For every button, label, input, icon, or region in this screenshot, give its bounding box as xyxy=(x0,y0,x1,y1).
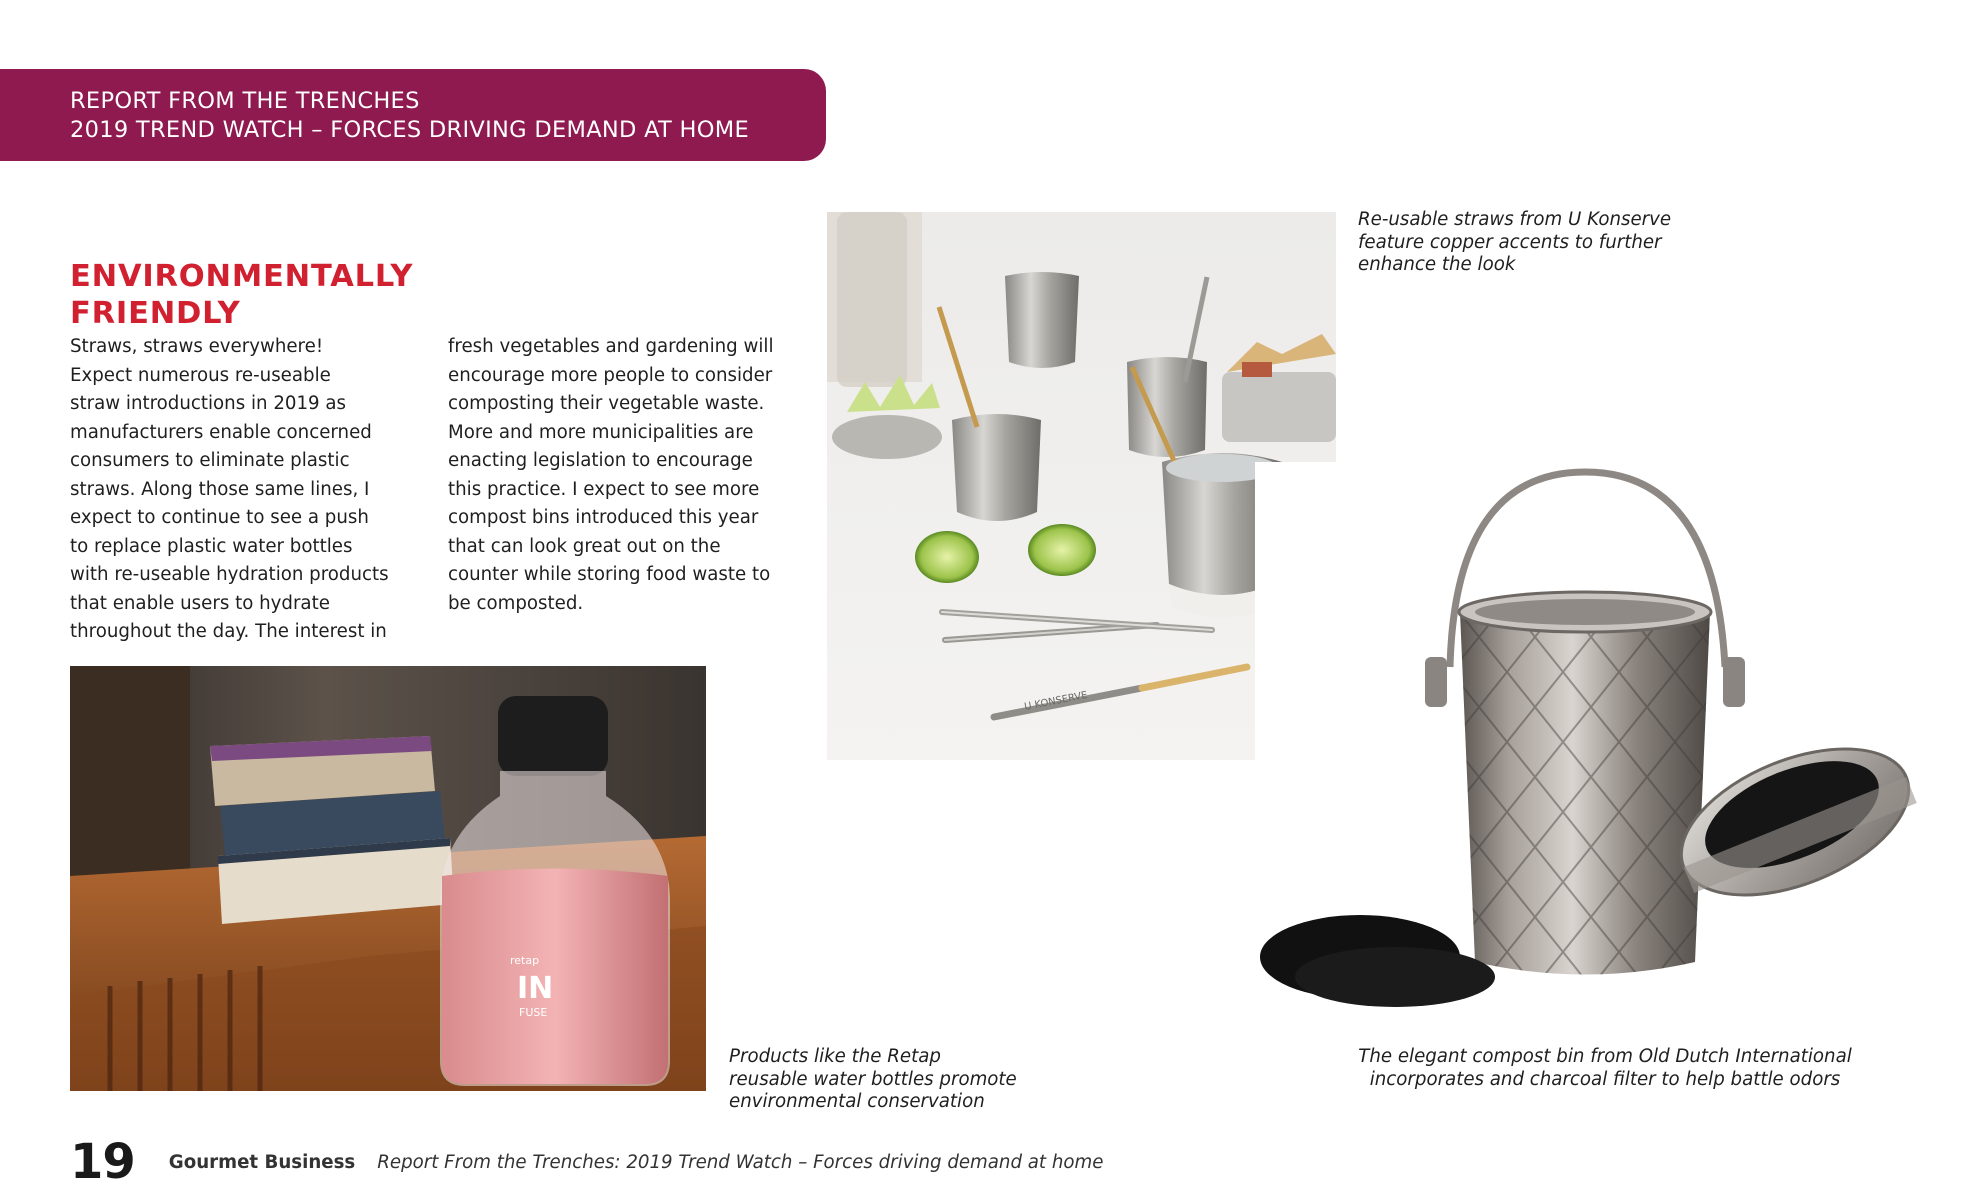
section-title-line-2: FRIENDLY xyxy=(70,296,241,331)
banner-line-2: 2019 TREND WATCH – FORCES DRIVING DEMAND AT HOME xyxy=(70,117,750,143)
running-title: Report From the Trenches: 2019 Trend Watch – Forces driving demand at home xyxy=(377,1151,1104,1173)
body-line: throughout the day. The interest in xyxy=(70,621,387,642)
body-line: expect to continue to see a push xyxy=(70,507,369,528)
compost-bin-caption xyxy=(1255,1046,1955,1091)
header-banner xyxy=(0,69,826,161)
body-line: this practice. I expect to see more xyxy=(448,478,760,500)
publication-name: Gourmet Business xyxy=(168,1151,356,1173)
body-line: counter while storing food waste to xyxy=(448,564,771,585)
caption-line: Products like the Retap xyxy=(729,1046,941,1067)
caption-line: enhance the look xyxy=(1358,254,1516,275)
body-line: manufacturers enable concerned xyxy=(70,421,372,443)
body-line: consumers to eliminate plastic xyxy=(70,450,350,471)
body-line: encourage more people to consider xyxy=(448,364,773,386)
body-line: that can look great out on the xyxy=(448,535,721,557)
page-footer xyxy=(70,1132,1103,1192)
body-line: compost bins introduced this year xyxy=(448,507,759,528)
straws-caption xyxy=(1358,209,1671,277)
body-line: fresh vegetables and gardening will xyxy=(448,336,774,357)
body-line: straws. Along those same lines, I xyxy=(70,478,370,500)
bottle-photo xyxy=(70,666,706,1091)
bottle-brand-text: retap xyxy=(510,954,540,967)
bottle-caption xyxy=(729,1046,1017,1114)
body-line: straw introductions in 2019 as xyxy=(70,393,347,414)
body-column-1 xyxy=(70,333,440,647)
body-line: Expect numerous re-useable xyxy=(70,364,331,386)
body-line: that enable users to hydrate xyxy=(70,592,330,614)
caption-line: The elegant compost bin from Old Dutch International xyxy=(1358,1046,1852,1067)
body-line: More and more municipalities are xyxy=(448,421,754,443)
body-column-2 xyxy=(448,333,818,618)
section-title xyxy=(70,258,430,332)
caption-line: Re-usable straws from U Konserve xyxy=(1358,209,1672,230)
page-number: 19 xyxy=(70,1134,135,1190)
banner-line-1: REPORT FROM THE TRENCHES xyxy=(70,88,420,114)
body-line: Straws, straws everywhere! xyxy=(70,336,324,357)
bottle-in-text: IN xyxy=(517,971,554,1006)
body-line: enacting legislation to encourage xyxy=(448,450,753,471)
section-title-line-1: ENVIRONMENTALLY xyxy=(70,259,414,294)
caption-line: incorporates and charcoal filter to help battle odors xyxy=(1369,1068,1841,1090)
compost-bin-photo xyxy=(1255,462,1935,1007)
body-line: be composted. xyxy=(448,592,584,614)
caption-line: environmental conservation xyxy=(729,1091,985,1112)
body-line: with re-useable hydration products xyxy=(70,564,389,585)
bottle-fuse-text: FUSE xyxy=(519,1006,548,1019)
straw-brand-text: U KONSERVE xyxy=(1023,689,1089,713)
body-line: composting their vegetable waste. xyxy=(448,393,765,414)
caption-line: reusable water bottles promote xyxy=(729,1068,1017,1090)
caption-line: feature copper accents to further xyxy=(1358,231,1662,253)
body-line: to replace plastic water bottles xyxy=(70,535,353,557)
